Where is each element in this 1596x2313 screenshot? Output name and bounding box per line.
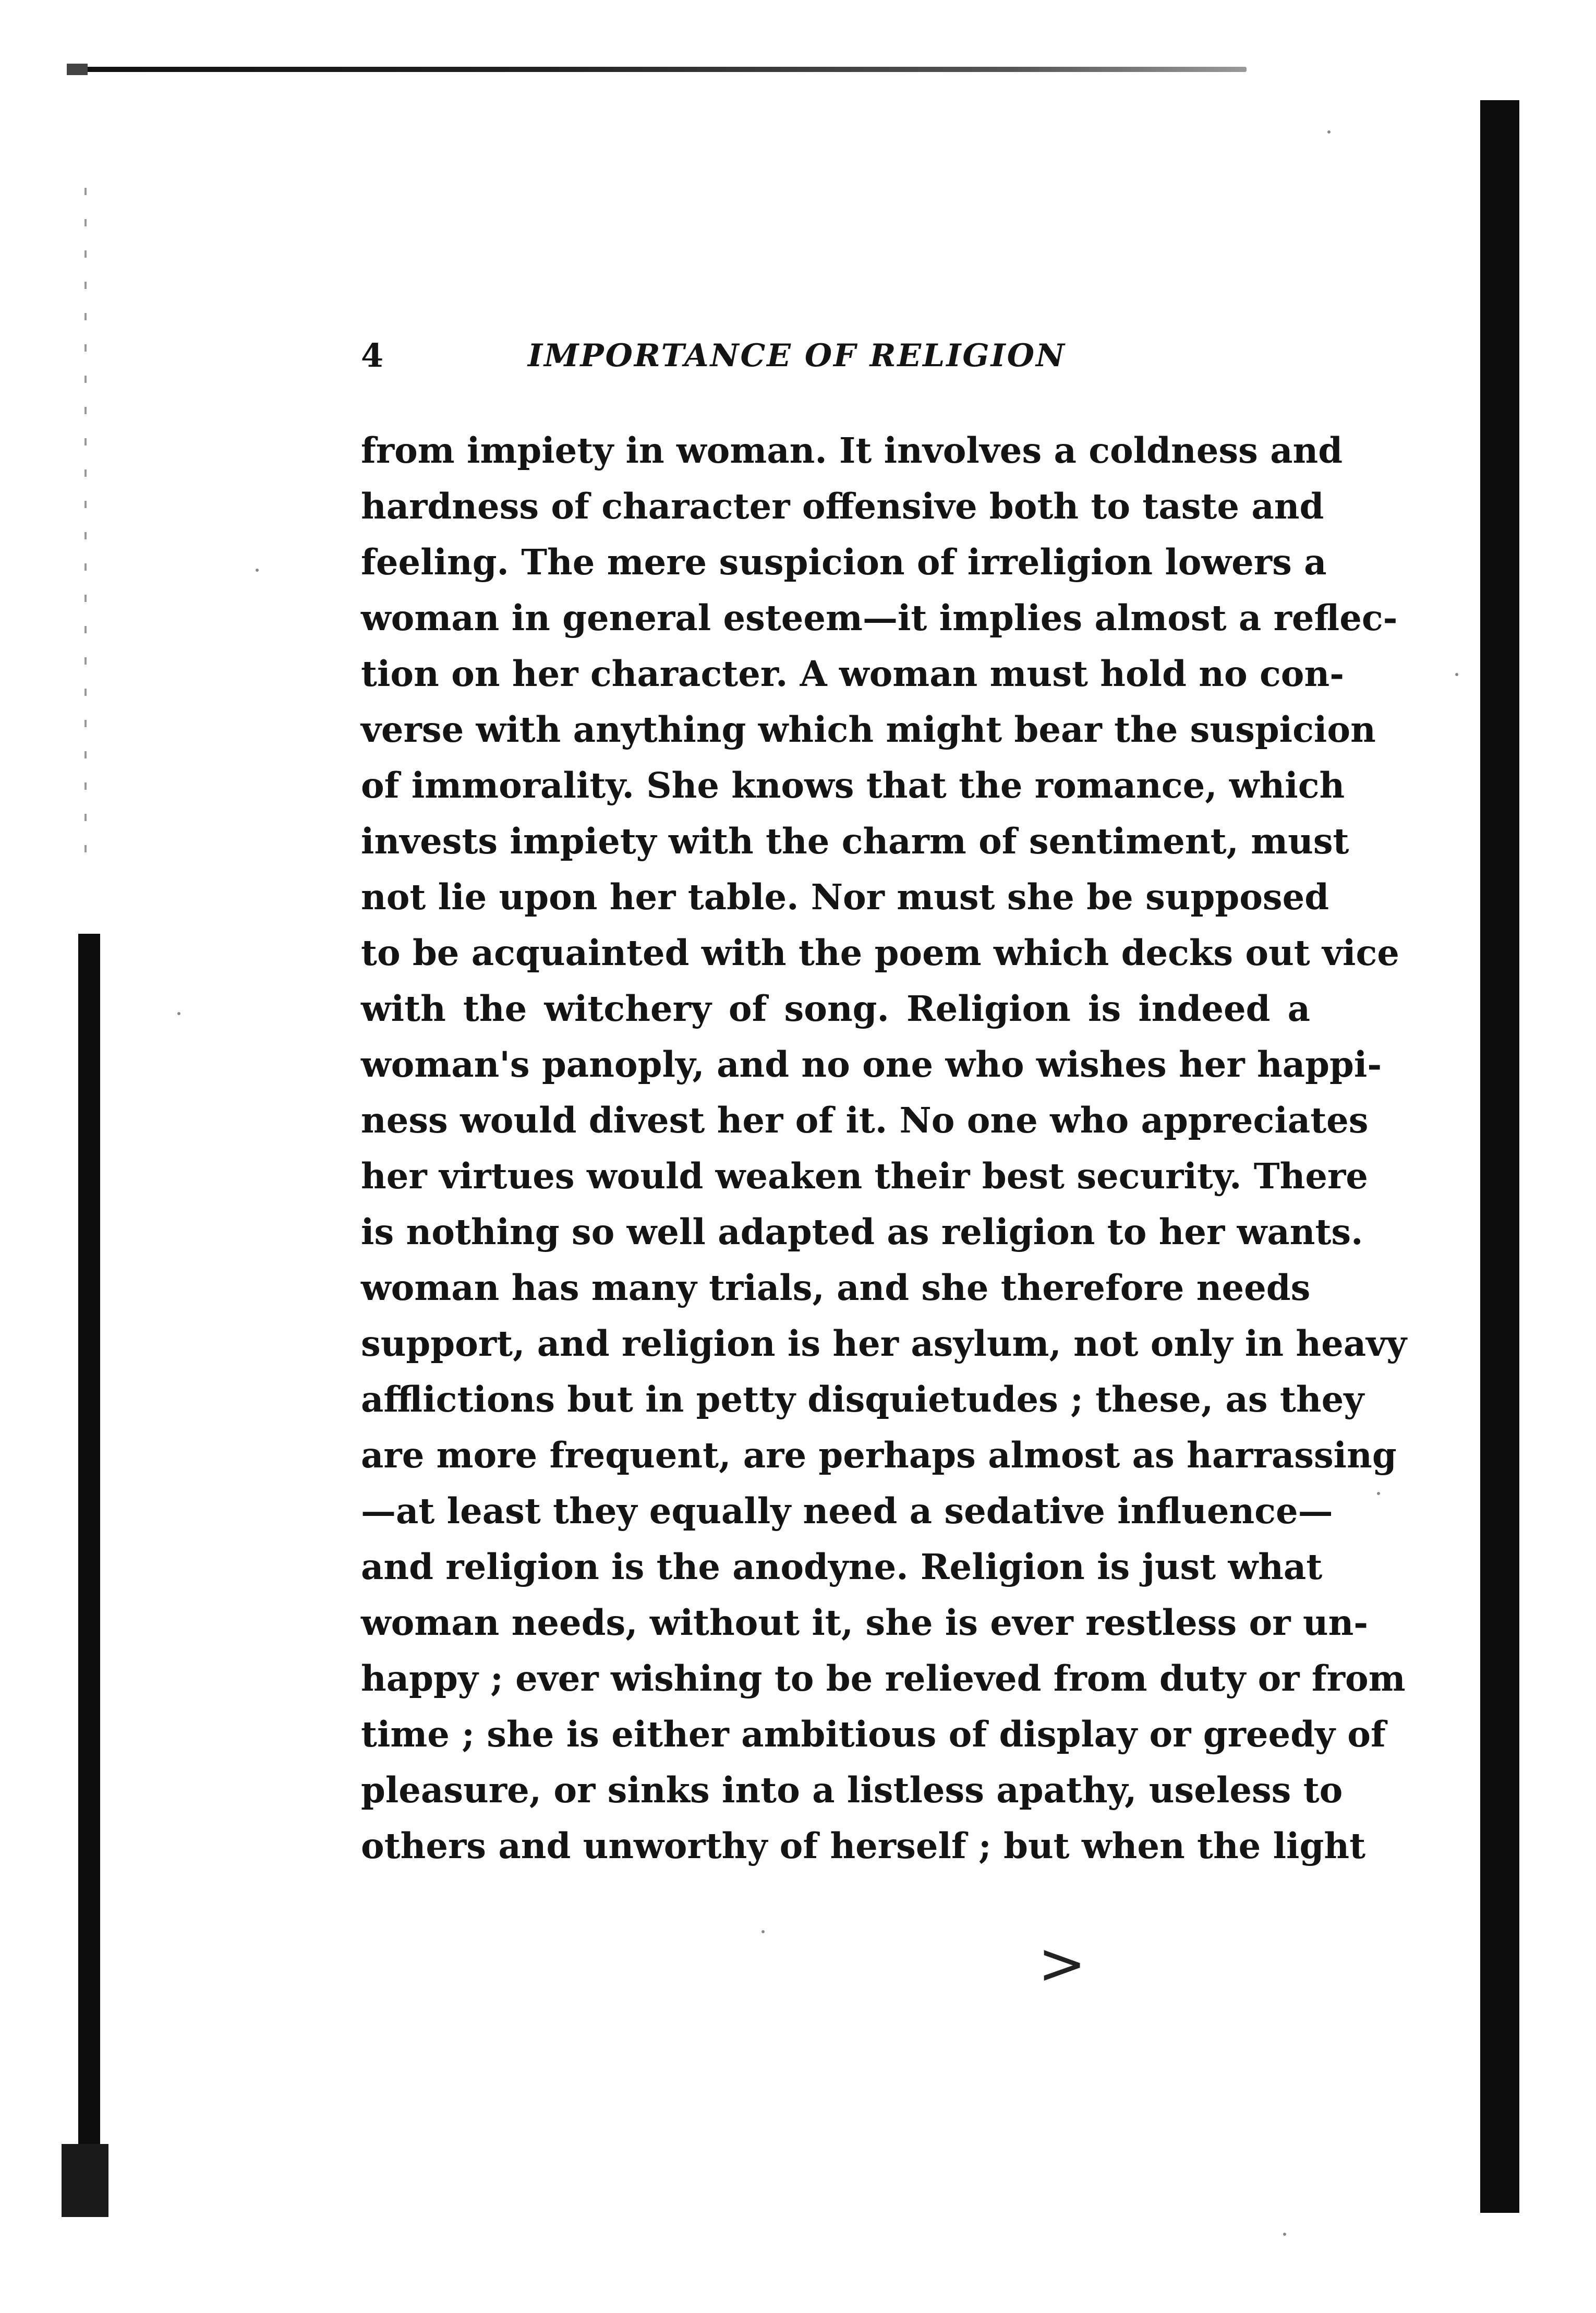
scan-artifact — [67, 64, 88, 75]
page-number: 4 — [361, 336, 384, 375]
scan-artifact — [84, 188, 87, 866]
text-line: verse with anything which might bear the suspicion — [361, 709, 1376, 750]
text-line: pleasure, or sinks into a listless apathy, useless to — [361, 1769, 1343, 1811]
top-rule — [78, 67, 1247, 72]
text-line: invests impiety with the charm of sentiment, must — [361, 821, 1349, 862]
text-line: of immorality. She knows that the romance, which — [361, 765, 1345, 806]
scan-artifact — [62, 2144, 108, 2217]
margin-mark: > — [1038, 1930, 1086, 1997]
scan-speck — [256, 569, 259, 572]
text-line: feeling. The mere suspicion of irreligion lowers a — [361, 541, 1327, 583]
text-line: are more frequent, are perhaps almost as harrassing — [361, 1435, 1397, 1476]
text-line: hardness of character offensive both to taste and — [361, 486, 1324, 527]
scan-speck — [177, 1012, 180, 1015]
scan-speck — [1455, 673, 1458, 676]
text-line: and religion is the anodyne. Religion is just what — [361, 1546, 1323, 1587]
scan-speck — [761, 1930, 765, 1933]
text-line: to be acquainted with the poem which decks out vice — [361, 932, 1399, 973]
page-header — [361, 324, 1133, 387]
text-line: ness would divest her of it. No one who appreciates — [361, 1100, 1369, 1141]
scan-speck — [1283, 2233, 1286, 2236]
text-line: from impiety in woman. It involves a coldness and — [361, 430, 1343, 471]
text-line: afflictions but in petty disquietudes ; these, as they — [361, 1379, 1364, 1420]
left-edge-shadow — [78, 934, 100, 2217]
text-line: her virtues would weaken their best security. There — [361, 1155, 1368, 1197]
right-edge-shadow — [1480, 100, 1519, 2213]
text-line: woman's panoply, and no one who wishes her happi- — [361, 1044, 1382, 1085]
running-head: IMPORTANCE OF RELIGION — [528, 338, 1066, 374]
scan-speck — [1377, 1492, 1380, 1495]
text-line: woman in general esteem—it implies almost a reflec- — [361, 597, 1398, 639]
text-line: —at least they equally need a sedative influence— — [361, 1490, 1333, 1532]
text-line: support, and religion is her asylum, not only in heavy — [361, 1323, 1407, 1364]
text-line: happy ; ever wishing to be relieved from duty or from — [361, 1658, 1406, 1699]
text-line: with the witchery of song. Religion is indeed a — [361, 988, 1310, 1029]
body-text — [361, 423, 1407, 1874]
text-line: tion on her character. A woman must hold no con- — [361, 653, 1344, 694]
text-line: time ; she is either ambitious of display or greedy of — [361, 1714, 1386, 1755]
text-line: woman needs, without it, she is ever restless or un- — [361, 1602, 1369, 1643]
scan-speck — [1327, 130, 1331, 134]
text-line: woman has many trials, and she therefore needs — [361, 1267, 1311, 1308]
text-line: is nothing so well adapted as religion to her wants. — [361, 1211, 1363, 1252]
text-line: others and unworthy of herself ; but when the light — [361, 1825, 1366, 1866]
text-line: not lie upon her table. Nor must she be supposed — [361, 876, 1329, 918]
